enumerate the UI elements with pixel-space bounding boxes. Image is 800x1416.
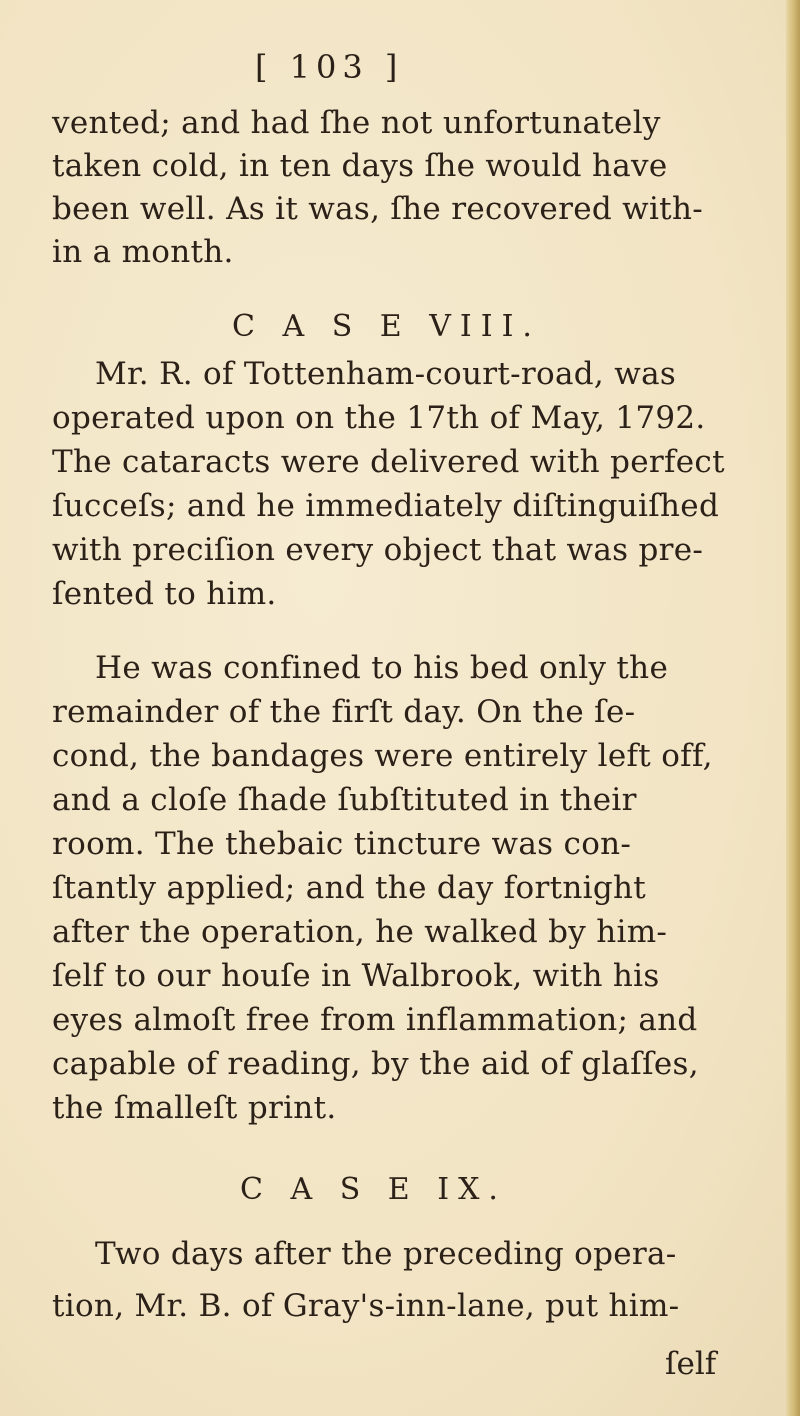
text-line: ſtantly applied; and the day fortnight [52,870,647,906]
text-line: ſented to him. [52,576,277,612]
text-line: ſelf to our houſe in Walbrook, with his [52,958,660,994]
running-head: [ 103 ] [255,48,404,86]
text-line: Mr. R. of Tottenham-court-road, was [95,356,677,392]
text-line: The cataracts were delivered with perfect [52,444,725,480]
text-line: tion, Mr. B. of Gray's-inn-lane, put him- [52,1288,680,1324]
text-line: with preciſion every object that was pre- [52,532,704,568]
catchword: ſelf [665,1346,717,1382]
text-line: cond, the bandages were entirely left off, [52,738,713,774]
text-line: taken cold, in ten days ſhe would have [52,148,668,184]
text-line: eyes almoſt free from inflammation; and [52,1002,698,1038]
text-line: He was confined to his bed only the [95,650,669,686]
text-line: Two days after the preceding opera- [95,1236,677,1272]
text-line: in a month. [52,234,234,270]
text-line: ſucceſs; and he immediately diſtinguiſhed [52,488,720,524]
text-line: and a cloſe ſhade ſubſtituted in their [52,782,637,818]
text-line: vented; and had ſhe not unfortunately [52,105,661,141]
text-line: remainder of the firſt day. On the ſe- [52,694,636,730]
page-edge [786,0,800,1416]
text-line: after the operation, he walked by him- [52,914,668,950]
case-heading: C A S E VIII. [232,309,541,344]
text-line: capable of reading, by the aid of glaſſes, [52,1046,699,1082]
text-line: operated upon on the 17th of May, 1792. [52,400,706,436]
text-line: room. The thebaic tincture was con- [52,826,632,862]
case-heading: C A S E IX. [240,1172,507,1207]
text-line: been well. As it was, ſhe recovered with- [52,191,703,227]
text-line: the ſmalleſt print. [52,1090,337,1126]
